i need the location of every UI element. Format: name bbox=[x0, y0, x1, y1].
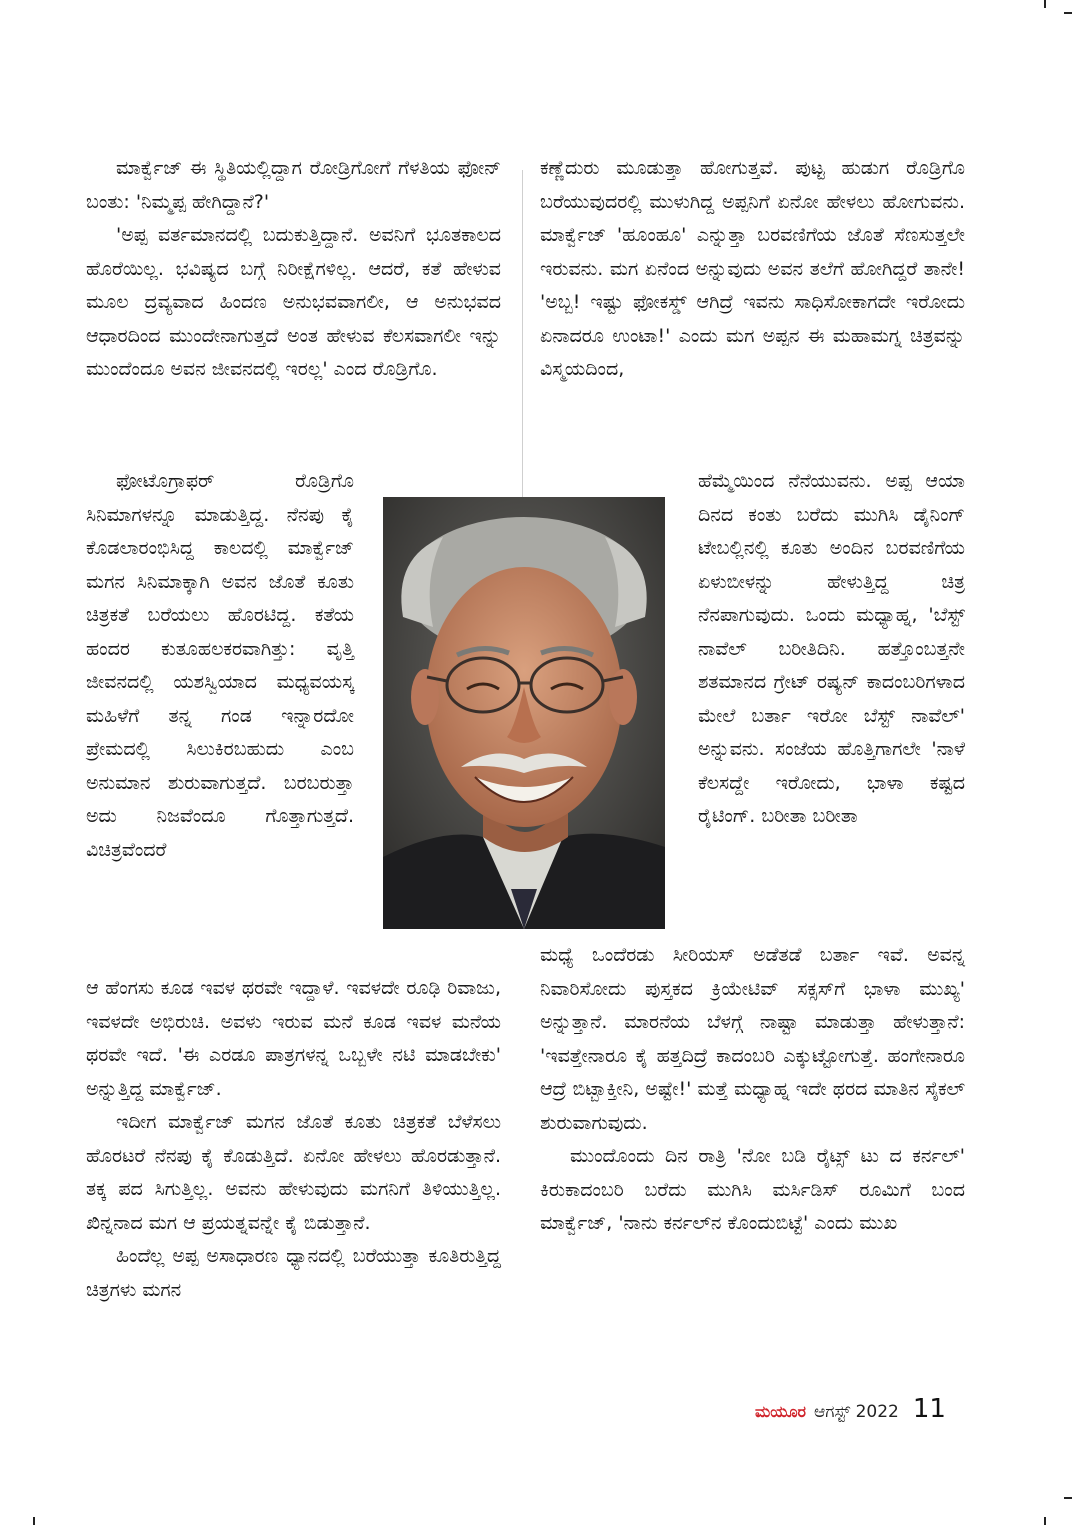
paragraph: ಇದೀಗ ಮಾರ್ಕ್ವೆಜ್ ಮಗನ ಜೊತೆ ಕೂತು ಚಿತ್ರಕತೆ ಬೆಳೆಸಲು ಹೊರಟರೆ ನೆನಪು ಕೈ ಕೊಡುತ್ತಿದೆ. ಏನೋ ಹೇಳಲು ಹೊರಡುತ್ತಾನೆ. ತಕ್ಕ ಪದ ಸಿಗುತ್ತಿಲ್ಲ. ಅವನು ಹೇಳುವುದು ಮಗನಿಗೆ ತಿಳಿಯುತ್ತಿಲ್ಲ. ಖಿನ್ನನಾದ ಮಗ ಆ ಪ್ರಯತ್ನವನ್ನೇ ಕೈ ಬಿಡುತ್ತಾನೆ. bbox=[86, 1111, 501, 1234]
right-column-wrap bbox=[698, 465, 965, 834]
paragraph: ಆ ಹೆಂಗಸು ಕೂಡ ಇವಳ ಥರವೇ ಇದ್ದಾಳೆ. ಇವಳದೇ ರೂಢಿ ರಿವಾಜು, ಇವಳದೇ ಅಭಿರುಚಿ. ಅವಳು ಇರುವ ಮನೆ ಕೂಡ ಇವಳ ಮನೆಯ ಥರವೇ ಇದೆ. 'ಈ ಎರಡೂ ಪಾತ್ರಗಳನ್ನ ಒಬ್ಬಳೇ ನಟಿ ಮಾಡಬೇಕು' ಅನ್ನುತ್ತಿದ್ದ ಮಾರ್ಕ್ವೆಜ್. bbox=[86, 977, 501, 1100]
paragraph: ಕಣ್ಣೆದುರು ಮೂಡುತ್ತಾ ಹೋಗುತ್ತವೆ. ಪುಟ್ಟ ಹುಡುಗ ರೊಡ್ರಿಗೊ ಬರೆಯುವುದರಲ್ಲಿ ಮುಳುಗಿದ್ದ ಅಪ್ಪನಿಗೆ ಏನೋ ಹೇಳಲು ಹೋಗುವನು. ಮಾರ್ಕ್ವೆಜ್ 'ಹೂಂಹೂ' ಎನ್ನುತ್ತಾ ಬರವಣಿಗೆಯ ಜೊತೆ ಸೆಣಸುತ್ತಲೇ ಇರುವನು. ಮಗ ಏನೆಂದ ಅನ್ನುವುದು ಅವನ ತಲೆಗೆ ಹೋಗಿದ್ದರೆ ತಾನೇ! 'ಅಬ್ಬ! ಇಷ್ಟು ಫೋಕಸ್ಡ್ ಆಗಿದ್ರೆ ಇವನು ಸಾಧಿಸೋಕಾಗದೇ ಇರೋದು ಏನಾದರೂ ಉಂಟಾ!' ಎಂದು ಮಗ ಅಪ್ಪನ ಈ ಮಹಾಮಗ್ನ ಚಿತ್ರವನ್ನು ವಿಸ್ಮಯದಿಂದ, bbox=[540, 157, 965, 380]
page-number: 11 bbox=[912, 1394, 946, 1424]
issue-date: ಆಗಸ್ಟ್ 2022 bbox=[814, 1402, 899, 1422]
right-column-top bbox=[540, 152, 965, 387]
paragraph: ಹೆಮ್ಮೆಯಿಂದ ನೆನೆಯುವನು. ಅಪ್ಪ ಆಯಾ ದಿನದ ಕಂತು ಬರೆದು ಮುಗಿಸಿ ಡೈನಿಂಗ್ ಟೇಬಲ್ಲಿನಲ್ಲಿ ಕೂತು ಅಂದಿನ ಬರವಣಿಗೆಯ ಏಳುಬೀಳನ್ನು ಹೇಳುತ್ತಿದ್ದ ಚಿತ್ರ ನೆನಪಾಗುವುದು. ಒಂದು ಮಧ್ಯಾಹ್ನ, 'ಬೆಸ್ಟ್ ನಾವೆಲ್ ಬರೀತಿದಿನಿ. ಹತ್ತೊಂಬತ್ತನೇ ಶತಮಾನದ ಗ್ರೇಟ್ ರಷ್ಯನ್ ಕಾದಂಬರಿಗಳಾದ ಮೇಲೆ ಬರ್ತಾ ಇರೋ ಬೆಸ್ಟ್ ನಾವೆಲ್' ಅನ್ನುವನು. ಸಂಜೆಯ ಹೊತ್ತಿಗಾಗಲೇ 'ನಾಳೆ ಕೆಲಸದ್ದೇ ಇರೋದು, ಭಾಳಾ ಕಷ್ಟದ ರೈಟಿಂಗ್. ಬರೀತಾ ಬರೀತಾ bbox=[698, 470, 965, 827]
left-column-top bbox=[86, 152, 501, 387]
magazine-logo: ಮಯೂರ bbox=[755, 1402, 807, 1421]
author-portrait-photo bbox=[383, 497, 665, 929]
crop-mark-bottom-left bbox=[33, 1517, 35, 1525]
left-column-wrap bbox=[86, 465, 354, 867]
paragraph: ಹಿಂದೆಲ್ಲ ಅಪ್ಪ ಅಸಾಧಾರಣ ಧ್ಯಾನದಲ್ಲಿ ಬರೆಯುತ್ತಾ ಕೂತಿರುತ್ತಿದ್ದ ಚಿತ್ರಗಳು ಮಗನ bbox=[86, 1245, 501, 1301]
crop-mark-top-right bbox=[1044, 0, 1046, 8]
paragraph: ಮುಂದೊಂದು ದಿನ ರಾತ್ರಿ 'ನೋ ಬಡಿ ರೈಟ್ಸ್ ಟು ದ ಕರ್ನಲ್' ಕಿರುಕಾದಂಬರಿ ಬರೆದು ಮುಗಿಸಿ ಮರ್ಸಿಡಿಸ್ ರೂಮಿಗೆ ಬಂದ ಮಾರ್ಕ್ವೆಜ್, 'ನಾನು ಕರ್ನಲ್‌ನ ಕೊಂದುಬಿಟ್ಟೆ' ಎಂದು ಮುಖ bbox=[540, 1145, 965, 1234]
paragraph: ಮಾರ್ಕ್ವೆಜ್ ಈ ಸ್ಥಿತಿಯಲ್ಲಿದ್ದಾಗ ರೋಡ್ರಿಗೋಗೆ ಗೆಳತಿಯ ಫೋನ್ ಬಂತು: 'ನಿಮ್ಮಪ್ಪ ಹೇಗಿದ್ದಾನೆ?' bbox=[86, 157, 501, 213]
column-divider bbox=[522, 170, 523, 500]
paragraph: ಮಧ್ಯೆ ಒಂದೆರಡು ಸೀರಿಯಸ್ ಅಡೆತಡೆ ಬರ್ತಾ ಇವೆ. ಅವನ್ನ ನಿವಾರಿಸೋದು ಪುಸ್ತಕದ ಕ್ರಿಯೇಟಿವ್ ಸಕ್ಸಸ್‌ಗೆ ಭಾಳಾ ಮುಖ್ಯ' ಅನ್ನುತ್ತಾನೆ. ಮಾರನೆಯ ಬೆಳಗ್ಗೆ ನಾಷ್ಟಾ ಮಾಡುತ್ತಾ ಹೇಳುತ್ತಾನೆ: 'ಇವತ್ತೇನಾರೂ ಕೈ ಹತ್ತದಿದ್ರೆ ಕಾದಂಬರಿ ಎಕ್ಕುಟ್ಟೋಗುತ್ತೆ. ಹಂಗೇನಾರೂ ಆದ್ರೆ ಬಿಟ್ಬಾಕ್ತೀನಿ, ಅಷ್ಟೇ!' ಮತ್ತೆ ಮಧ್ಯಾಹ್ನ ಇದೇ ಥರದ ಮಾತಿನ ಸೈಕಲ್ ಶುರುವಾಗುವುದು. bbox=[540, 944, 965, 1134]
page-footer bbox=[755, 1394, 946, 1424]
paragraph: 'ಅಪ್ಪ ವರ್ತಮಾನದಲ್ಲಿ ಬದುಕುತ್ತಿದ್ದಾನೆ. ಅವನಿಗೆ ಭೂತಕಾಲದ ಹೊರೆಯಿಲ್ಲ. ಭವಿಷ್ಯದ ಬಗ್ಗೆ ನಿರೀಕ್ಷೆಗಳಿಲ್ಲ. ಆದರೆ, ಕತೆ ಹೇಳುವ ಮೂಲ ದ್ರವ್ಯವಾದ ಹಿಂದಣ ಅನುಭವವಾಗಲೀ, ಆ ಅನುಭವದ ಆಧಾರದಿಂದ ಮುಂದೇನಾಗುತ್ತದೆ ಅಂತ ಹೇಳುವ ಕೆಲಸವಾಗಲೀ ಇನ್ನು ಮುಂದೆಂದೂ ಅವನ ಜೀವನದಲ್ಲಿ ಇರಲ್ಲ' ಎಂದ ರೊಡ್ರಿಗೊ. bbox=[86, 224, 501, 380]
paragraph: ಫೋಟೊಗ್ರಾಫರ್ ರೊಡ್ರಿಗೊ ಸಿನಿಮಾಗಳನ್ನೂ ಮಾಡುತ್ತಿದ್ದ. ನೆನಪು ಕೈ ಕೊಡಲಾರಂಭಿಸಿದ್ದ ಕಾಲದಲ್ಲಿ ಮಾರ್ಕ್ವೆಜ್ ಮಗನ ಸಿನಿಮಾಕ್ಕಾಗಿ ಅವನ ಜೊತೆ ಕೂತು ಚಿತ್ರಕತೆ ಬರೆಯಲು ಹೊರಟಿದ್ದ. ಕತೆಯ ಹಂದರ ಕುತೂಹಲಕರವಾಗಿತ್ತು: ವೃತ್ತಿ ಜೀವನದಲ್ಲಿ ಯಶಸ್ವಿಯಾದ ಮಧ್ಯವಯಸ್ಕ ಮಹಿಳೆಗೆ ತನ್ನ ಗಂಡ ಇನ್ನಾರದೋ ಪ್ರೇಮದಲ್ಲಿ ಸಿಲುಕಿರಬಹುದು ಎಂಬ ಅನುಮಾನ ಶುರುವಾಗುತ್ತದೆ. ಬರಬರುತ್ತಾ ಅದು ನಿಜವೆಂದೂ ಗೊತ್ತಾಗುತ್ತದೆ. ವಿಚಿತ್ರವೆಂದರೆ bbox=[86, 470, 354, 861]
crop-mark-right-lower bbox=[1064, 1497, 1072, 1499]
left-column-bottom bbox=[86, 972, 501, 1307]
right-column-bottom bbox=[540, 939, 965, 1241]
crop-mark-bottom-right bbox=[1044, 1517, 1046, 1525]
crop-mark-right-upper bbox=[1064, 12, 1072, 14]
